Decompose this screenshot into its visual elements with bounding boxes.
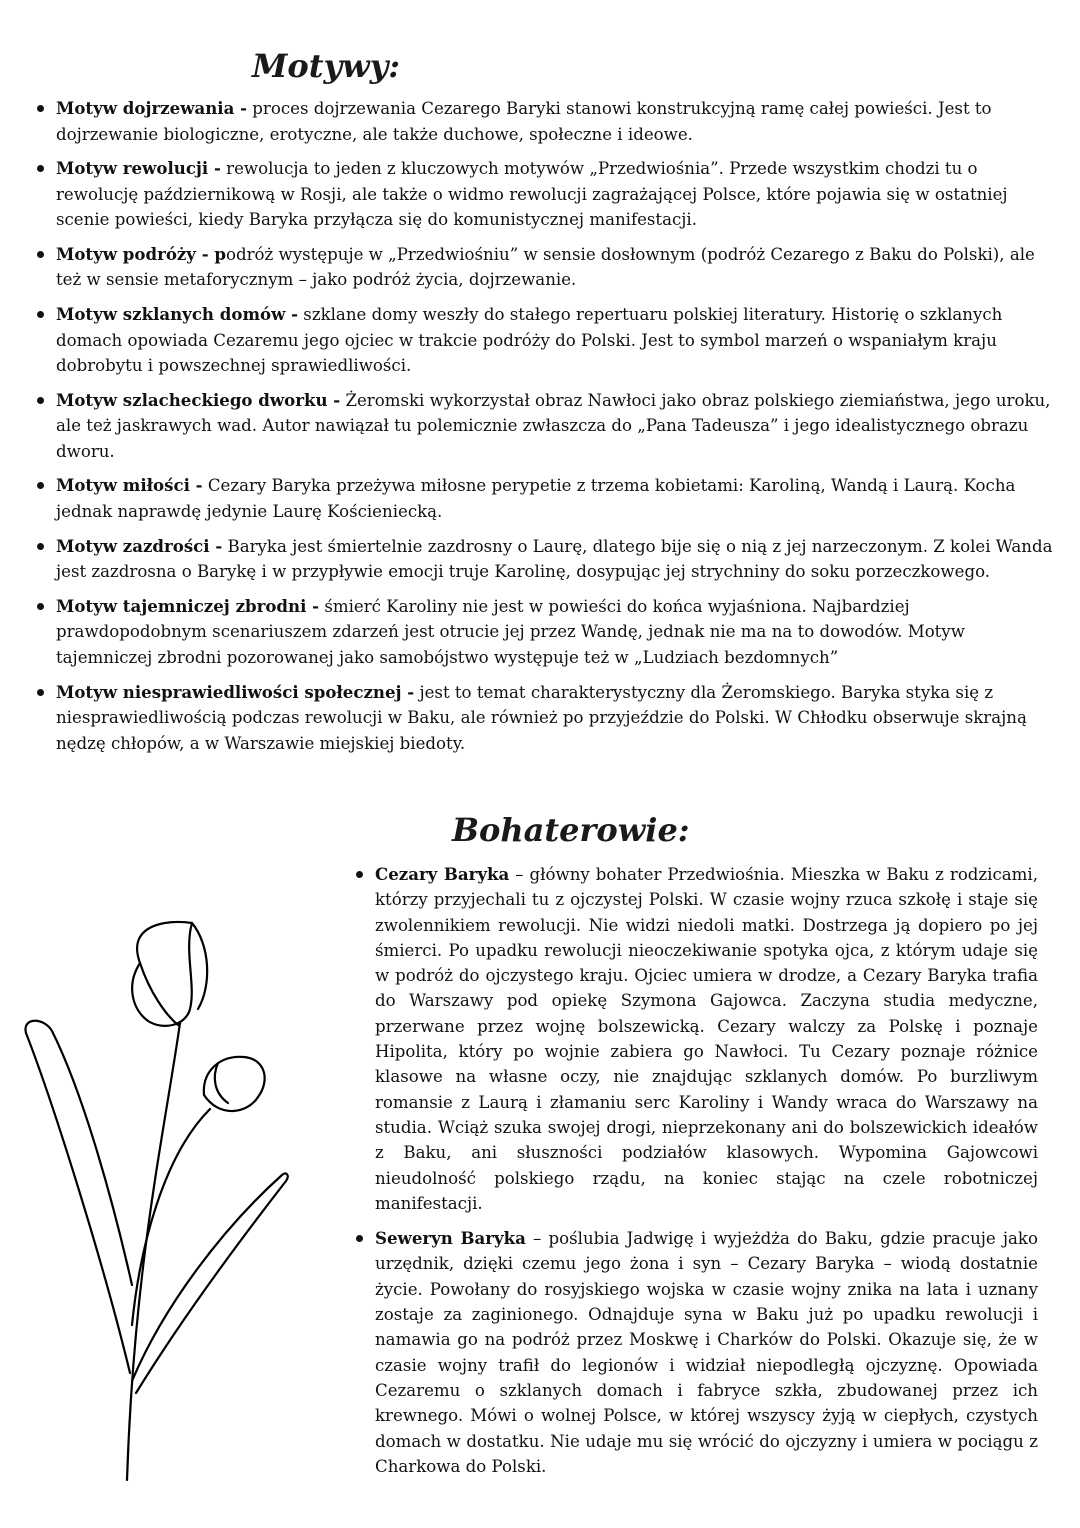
item-text: rewolucja to jeden z kluczowych motywów „Przedwiośnia”. Przede wszystkim chodzi tu o rewolucję październikową w Rosji, ale także o widmo rewolucji zagrażającej Polsce, które pojawia się w ostatniej scenie powieści, kiedy Baryka przyłącza się do komunistycznej manifestacji. (56, 159, 1008, 230)
list-item (36, 473, 1058, 524)
section-heading-motywy: Motywy: (252, 47, 401, 85)
tulip-stem (132, 1109, 210, 1325)
tulip-bloom (204, 1057, 265, 1111)
item-text: Baryka jest śmiertelnie zazdrosny o Laurę, dlatego bije się o nią z jej narzeczonym. Z kolei Wanda jest zazdrosna o Barykę i w przypływie emocji truje Karolinę, dosypując jej strychniny do soku porzeczkowego. (56, 536, 1053, 582)
tulip-petal (215, 1063, 228, 1103)
tulip-leaf (26, 1021, 132, 1373)
tulip-stem (127, 1023, 180, 1480)
item-term: Motyw tajemniczej zbrodni - (56, 595, 320, 616)
tulip-petal (140, 963, 178, 1025)
item-term: Motyw rewolucji - (56, 158, 221, 179)
item-term: Motyw szklanych domów - (56, 304, 299, 325)
list-item (36, 302, 1058, 379)
list-item (36, 534, 1058, 585)
section-heading-bohaterowie: Bohaterowie: (452, 811, 690, 849)
list-item (36, 156, 1058, 233)
motifs-list (36, 96, 1058, 765)
list-item (36, 96, 1058, 147)
list-item (355, 862, 1038, 1216)
list-item (36, 242, 1058, 293)
item-term: Motyw zazdrości - (56, 535, 223, 556)
tulip-bloom (132, 922, 192, 1026)
item-term: Motyw niesprawiedliwości społecznej - (56, 681, 415, 702)
tulip-petal (192, 923, 207, 1009)
item-term: Motyw podróży - p (56, 243, 226, 264)
item-term: Cezary Baryka (375, 864, 510, 884)
item-text: odróż występuje w „Przedwiośniu” w sensie dosłownym (podróż Cezarego z Baku do Polski), ale też w sensie metaforycznym – jako podróż życia, dojrzewanie. (56, 244, 1035, 290)
item-text: jest to temat charakterystyczny dla Żeromskiego. Baryka styka się z niesprawiedliwością podczas rewolucji w Baku, ale również po przyjeździe do Polski. W Chłodku obserwuje skrajną nędzę chłopów, a w Warszawie miejskiej biedoty. (56, 682, 1027, 753)
item-text: śmierć Karoliny nie jest w powieści do końca wyjaśniona. Najbardziej prawdopodobnym scenariuszem zdarzeń jest otrucie jej przez Wandę, jednak nie ma na to dowodów. Motyw tajemniczej zbrodni pozorowanej jako samobójstwo występuje też w „Ludziach bezdomnych” (56, 596, 965, 667)
item-term: Motyw miłości - (56, 475, 203, 496)
list-item (355, 1226, 1038, 1479)
item-text: – główny bohater Przedwiośnia. Mieszka w Baku z rodzicami, którzy przyjechali tu z ojczystej Polski. W czasie wojny rzuca szkołę i staje się zwolennikiem rewolucji. Nie widzi niedoli matki. Dostrzega ją dopiero po jej śmierci. Po upadku rewolucji nieoczekiwanie spotyka ojca, z którym udaje się w podróż do ojczystego kraju. Ojciec umiera w drodze, a Cezary Baryka trafia do Warszawy pod opiekę Szymona Gajowca. Zaczyna studia medyczne, przerwane przez wojnę bolszewicką. Cezary walczy za Polskę i poznaje Hipolita, który po wojnie zabiera go Nawłoci. Tu Cezary poznaje różnice klasowe na własne oczy, nie znajdując szklanych domów. Po burzliwym romansie z Laurą i złamaniu serc Karoliny i Wandy wraca do Warszawy na studia. Wciąż szuka swojej drogi, nieprzekonany ani do bolszewickich ideałów z Baku, ani słuszności podziałów klasowych. Wypomina Gajowcowi nieudolność polskiego rządu, na koniec stając na czele robotniczej manifestacji. (375, 865, 1038, 1213)
item-term: Motyw dojrzewania - (56, 98, 248, 118)
item-text: Cezary Baryka przeżywa miłosne perypetie z trzema kobietami: Karoliną, Wandą i Laurą. Kocha jednak naprawdę jedynie Laurę Kościeniecką. (56, 476, 1016, 521)
list-item (36, 388, 1058, 465)
item-term: Seweryn Baryka (375, 1228, 526, 1249)
item-text: – poślubia Jadwigę i wyjeżdża do Baku, gdzie pracuje jako urzędnik, dzięki czemu jego żona i syn – Cezary Baryka – wiodą dostatnie życie. Powołany do rosyjskiego wojska w czasie wojny znika na lata i uznany zostaje za zaginionego. Odnajduje syna w Baku już po upadku rewolucji i namawia go na podróż przez Moskwę i Charków do Polski. Okazuje się, że w czasie wojny trafił do legionów i widział niepodległą ojczyznę. Opowiada Cezaremu o szklanych domach i fabryce szkła, zbudowanej przez ich krewnego. Mówi o wolnej Polsce, w której wszyscy żyją w ciepłych, czystych domach w dostatku. Nie udaje mu się wrócić do ojczyzny i umiera w pociągu z Charkowa do Polski. (375, 1229, 1038, 1476)
item-text: szklane domy weszły do stałego repertuaru polskiej literatury. Historię o szklanych domach opowiada Cezaremu jego ojciec w trakcie podróży do Polski. Jest to symbol marzeń o wspaniałym kraju dobrobytu i powszechnej sprawiedliwości. (56, 305, 1003, 376)
list-item (36, 594, 1058, 671)
item-term: Motyw szlacheckiego dworku - (56, 389, 341, 410)
tulip-line-art-icon (14, 905, 314, 1490)
list-item (36, 680, 1058, 757)
item-text: Żeromski wykorzystał obraz Nawłoci jako obraz polskiego ziemiaństwa, jego uroku, ale też jaskrawych wad. Autor nawiązał tu polemicznie zwłaszcza do „Pana Tadeusza” i jego idealistycznego obrazu dworu. (56, 390, 1051, 461)
item-text: proces dojrzewania Cezarego Baryki stanowi konstrukcyjną ramę całej powieści. Jest to dojrzewanie biologiczne, erotyczne, ale także duchowe, społeczne i ideowe. (56, 99, 992, 144)
characters-list (355, 862, 1038, 1489)
